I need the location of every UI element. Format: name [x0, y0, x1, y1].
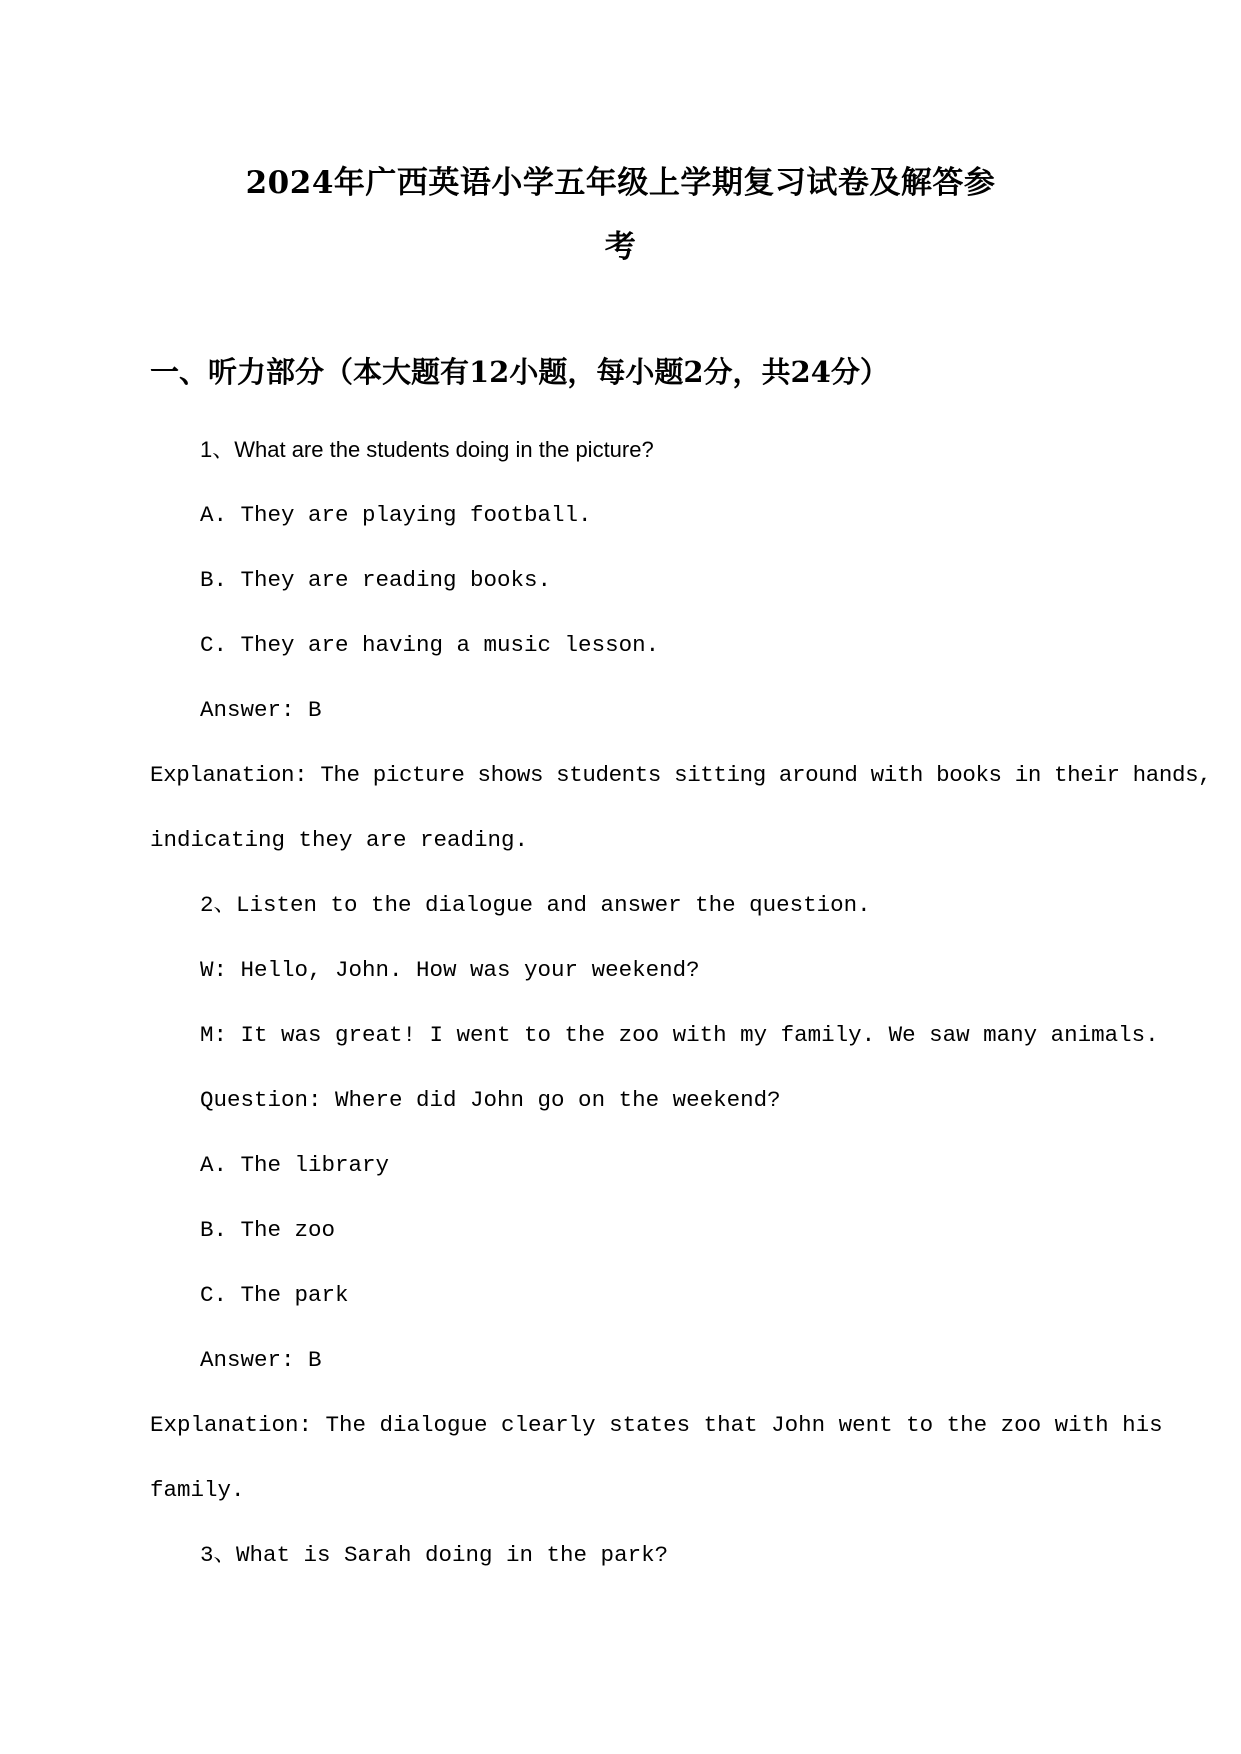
- question-2-option-b: B. The zoo: [200, 1217, 336, 1243]
- question-2-dialogue-m: M: It was great! I went to the zoo with my family. We saw many animals.: [200, 1022, 1159, 1048]
- question-2-text: 2、Listen to the dialogue and answer the question.: [200, 892, 871, 918]
- question-1-option-b: B. They are reading books.: [200, 567, 552, 593]
- question-1-option-c: C. They are having a music lesson.: [200, 632, 660, 658]
- question-2-option-c: C. The park: [200, 1282, 349, 1308]
- question-1-text: 1、What are the students doing in the picture?: [200, 437, 654, 462]
- question-1-explanation-line-1: Explanation: The picture shows students sitting around with books in their hands,: [150, 762, 1212, 788]
- document-title-line-1: 2024年广西英语小学五年级上学期复习试卷及解答参: [245, 165, 996, 201]
- question-2-answer: Answer: B: [200, 1347, 322, 1373]
- question-2-dialogue-w: W: Hello, John. How was your weekend?: [200, 957, 700, 983]
- question-3-text: 3、What is Sarah doing in the park?: [200, 1542, 669, 1568]
- question-1-option-a: A. They are playing football.: [200, 502, 592, 528]
- section-heading: 一、听力部分（本大题有12小题，每小题2分，共24分）: [150, 355, 889, 389]
- question-1-answer: Answer: B: [200, 697, 322, 723]
- question-2-sub-question: Question: Where did John go on the weekend?: [200, 1087, 781, 1113]
- question-2-explanation-line-1: Explanation: The dialogue clearly states that John went to the zoo with his: [150, 1412, 1163, 1438]
- question-1-explanation-line-2: indicating they are reading.: [150, 827, 529, 853]
- question-2-option-a: A. The library: [200, 1152, 390, 1178]
- document-title-line-2: 考: [604, 229, 637, 265]
- question-2-explanation-line-2: family.: [150, 1477, 245, 1503]
